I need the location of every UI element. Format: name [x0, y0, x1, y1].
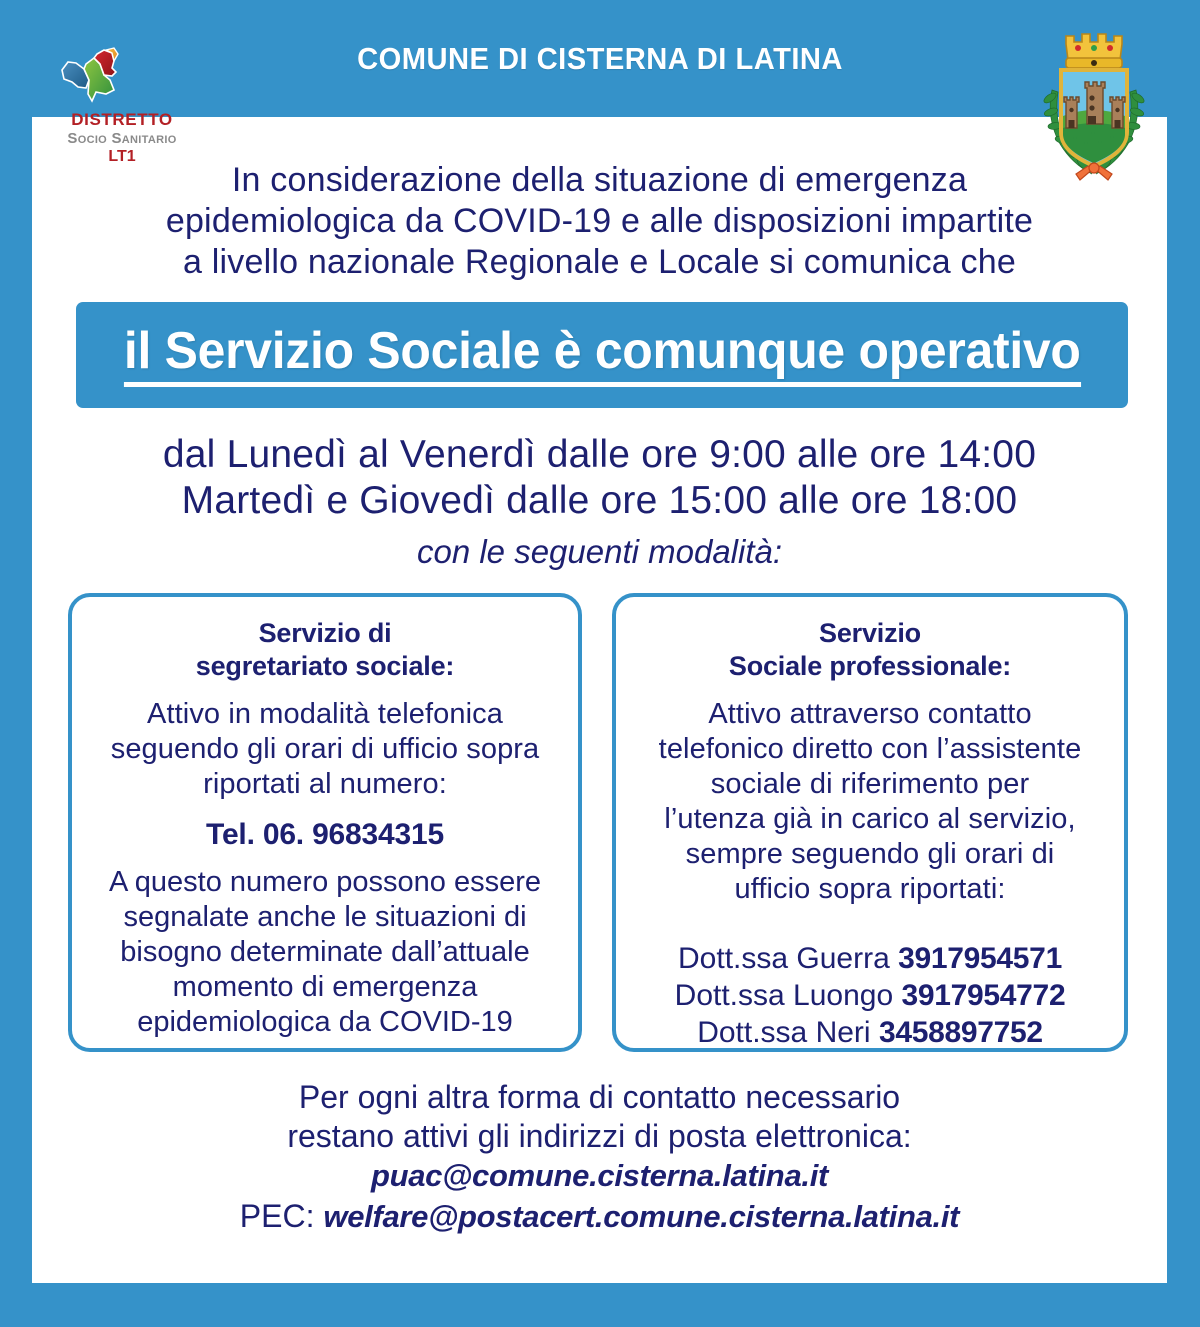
card-right-title	[632, 617, 1108, 683]
card-right-body-line-5: sempre seguendo gli orari di	[685, 838, 1055, 870]
card-sociale-professionale	[612, 593, 1128, 1052]
segretariato-phone: Tel. 06. 96834315	[206, 818, 444, 851]
pec-email-address[interactable]: welfare@postacert.comune.cisterna.latina.it	[323, 1199, 960, 1234]
card-right-body-line-6: ufficio sopra riportati:	[734, 873, 1006, 905]
card-left-title	[88, 617, 562, 683]
card-right-body-line-1: Attivo attraverso contatto	[708, 698, 1032, 730]
contact-phone: 3458897752	[878, 1016, 1043, 1049]
contact-name: Dott.ssa Neri	[697, 1016, 871, 1049]
footer-line-1: Per ogni altra forma di contatto necessario	[298, 1079, 901, 1115]
card-left-body-line-1: Attivo in modalità telefonica	[147, 698, 503, 730]
card-left-note-line-2: segnalate anche le situazioni di	[123, 901, 527, 933]
card-right-title-line-1: Servizio	[819, 618, 921, 648]
footer-contacts	[32, 1078, 1167, 1236]
card-left-note-line-5: epidemiologica da COVID-19	[137, 1006, 513, 1038]
contact-name: Dott.ssa Luongo	[674, 979, 894, 1012]
comune-coat-of-arms-icon	[1030, 28, 1155, 188]
card-left-title-line-2: segretariato sociale:	[195, 651, 455, 681]
social-worker-contacts	[628, 940, 1112, 1051]
pec-label: PEC:	[239, 1198, 315, 1234]
intro-paragraph	[32, 160, 1167, 283]
card-right-body-line-4: l’utenza già in carico al servizio,	[664, 803, 1076, 835]
distretto-logo	[42, 42, 202, 167]
card-left-body-line-3: riportati al numero:	[203, 768, 447, 800]
card-right-body-line-3: sociale di riferimento per	[710, 768, 1030, 800]
card-left-title-line-1: Servizio di	[258, 618, 392, 648]
distretto-line3: LT1	[108, 148, 136, 165]
card-right-title-line-2: Sociale professionale:	[728, 651, 1012, 681]
footer-pec-row	[32, 1197, 1167, 1236]
card-segretariato-sociale	[68, 593, 582, 1052]
contact-name: Dott.ssa Guerra	[678, 942, 890, 975]
card-left-body-line-2: seguendo gli orari di ufficio sopra	[110, 733, 540, 765]
contact-row	[628, 977, 1112, 1014]
page-title: COMUNE DI CISTERNA DI LATINA	[357, 40, 843, 76]
footer-line-2: restano attivi gli indirizzi di posta elettronica:	[287, 1118, 912, 1154]
opening-hours	[32, 432, 1167, 524]
intro-line-3: a livello nazionale Regionale e Locale si comunica che	[183, 243, 1016, 281]
intro-line-2: epidemiologica da COVID-19 e alle disposizioni impartite	[165, 202, 1034, 240]
headline-banner-text: il Servizio Sociale è comunque operativo	[124, 323, 1081, 387]
footer-email-row	[32, 1156, 1167, 1195]
card-left-note-line-3: bisogno determinate dall’attuale	[120, 936, 530, 968]
card-left-note-line-1: A questo numero possono essere	[108, 866, 542, 898]
distretto-line2: Socio Sanitario	[67, 130, 177, 147]
contact-phone: 3917954571	[898, 942, 1062, 975]
card-left-note-line-4: momento di emergenza	[172, 971, 478, 1003]
card-left-note	[82, 865, 568, 1040]
hours-line-1: dal Lunedì al Venerdì dalle ore 9:00 alle ore 14:00	[162, 433, 1037, 476]
email-address[interactable]: puac@comune.cisterna.latina.it	[370, 1158, 829, 1193]
card-right-body-line-2: telefonico diretto con l’assistente	[658, 733, 1082, 765]
card-left-body	[84, 697, 566, 802]
contact-row	[628, 940, 1112, 977]
contact-row	[628, 1014, 1112, 1051]
card-right-body	[628, 697, 1112, 907]
modalita-subtitle: con le seguenti modalità:	[416, 533, 783, 570]
headline-banner	[76, 302, 1128, 408]
distretto-line1: DISTRETTO	[71, 110, 173, 129]
hours-line-2: Martedì e Giovedì dalle ore 15:00 alle ore 18:00	[181, 479, 1018, 522]
intro-line-1: In considerazione della situazione di emergenza	[231, 161, 968, 199]
contact-phone: 3917954772	[901, 979, 1066, 1012]
